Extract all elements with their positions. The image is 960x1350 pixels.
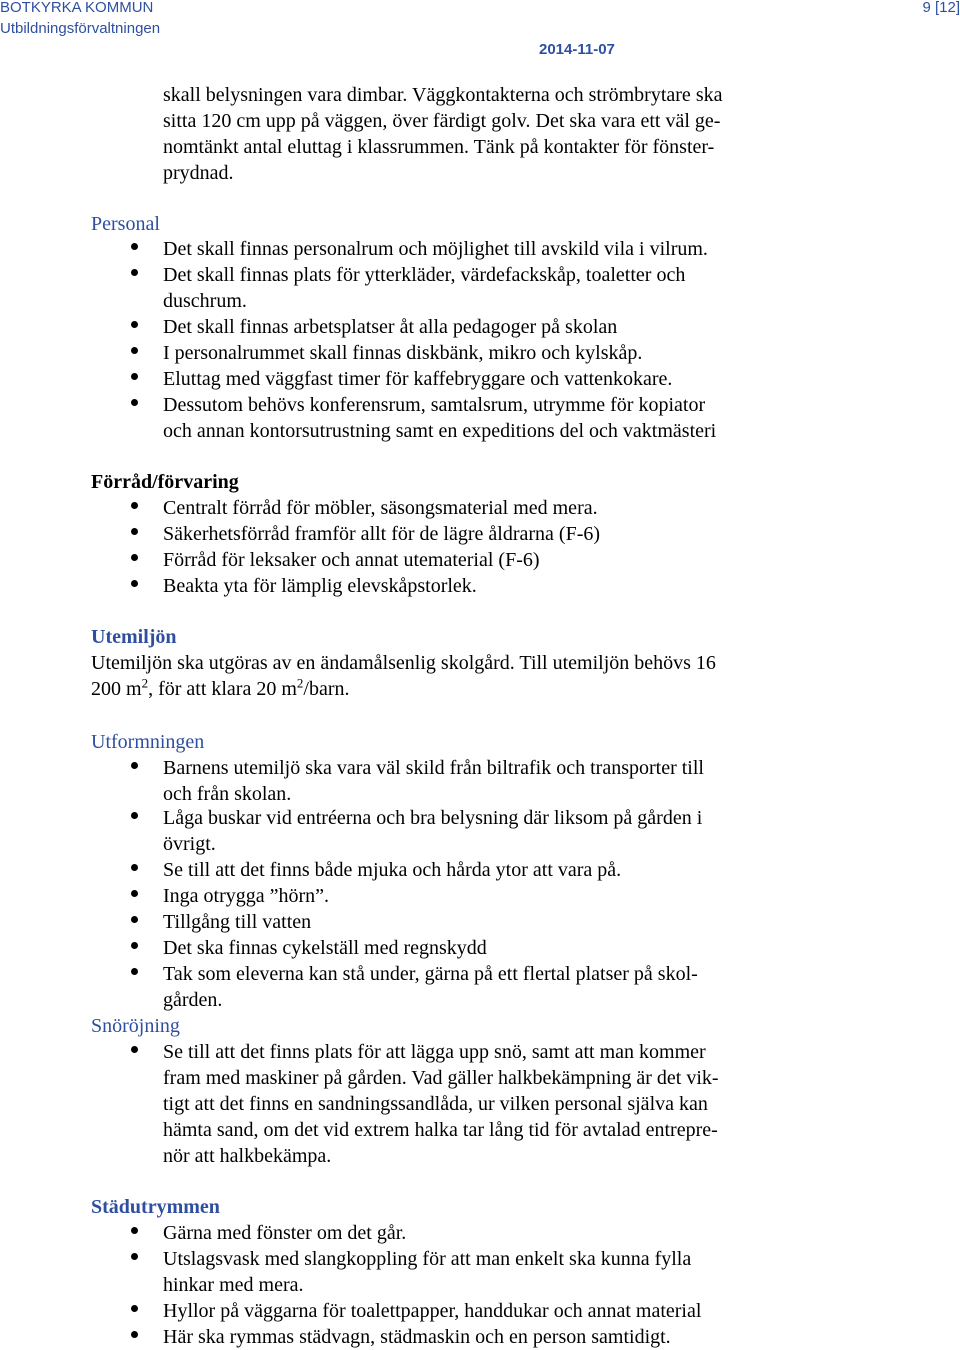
list-item: Låga buskar vid entréerna och bra belysning där liksom på gården i [163, 807, 703, 829]
list-item-continuation: hinkar med mera. [163, 1274, 304, 1296]
list-item: Tillgång till vatten [163, 911, 312, 933]
bullet-icon [131, 243, 138, 250]
list-item: Utslagsvask med slangkoppling för att man enkelt ska kunna fylla [163, 1248, 692, 1270]
list-item: Det skall finnas personalrum och möjlighet till avskild vila i vilrum. [163, 238, 708, 260]
list-item-continuation: hämta sand, om det vid extrem halka tar lång tid för avtalad entrepre- [163, 1119, 718, 1141]
list-item: Eluttag med väggfast timer för kaffebryggare och vattenkokare. [163, 368, 673, 390]
paragraph-line: prydnad. [163, 162, 234, 184]
list-item: Se till att det finns plats för att lägga upp snö, samt att man kommer [163, 1041, 706, 1063]
department-name: Utbildningsförvaltningen [0, 20, 161, 37]
list-item: Det skall finnas plats för ytterkläder, värdefackskåp, toaletter och [163, 264, 686, 286]
list-item-continuation: och annan kontorsutrustning samt en expeditions del och vaktmästeri [163, 420, 717, 442]
section-heading-forrad: Förråd/förvaring [91, 471, 239, 493]
list-item: Dessutom behövs konferensrum, samtalsrum, utrymme för kopiator [163, 394, 706, 416]
bullet-icon [131, 1253, 138, 1260]
bullet-icon [131, 528, 138, 535]
bullet-icon [131, 812, 138, 819]
bullet-icon [131, 916, 138, 923]
bullet-icon [131, 942, 138, 949]
paragraph-line: sitta 120 cm upp på väggen, över färdigt golv. Det ska vara ett väl ge- [163, 110, 721, 132]
page-number: 9 [12] [922, 0, 960, 16]
list-item-continuation: tigt att det finns en sandningssandlåda, ur vilken personal själva kan [163, 1093, 708, 1115]
bullet-icon [131, 762, 138, 769]
list-item-continuation: och från skolan. [163, 783, 292, 805]
list-item-continuation: duschrum. [163, 290, 247, 312]
section-heading-utformningen: Utformningen [91, 731, 205, 753]
document-date: 2014-11-07 [539, 41, 615, 58]
bullet-icon [131, 1227, 138, 1234]
bullet-icon [131, 502, 138, 509]
bullet-icon [131, 554, 138, 561]
list-item-continuation: nör att halkbekämpa. [163, 1145, 332, 1167]
list-item: Inga otrygga ”hörn”. [163, 885, 330, 907]
bullet-icon [131, 399, 138, 406]
section-heading-stadutrymmen: Städutrymmen [91, 1196, 220, 1218]
list-item-continuation: fram med maskiner på gården. Vad gäller halkbekämpning är det vik- [163, 1067, 719, 1089]
list-item: Barnens utemiljö ska vara väl skild från biltrafik och transporter till [163, 757, 704, 779]
bullet-icon [131, 269, 138, 276]
bullet-icon [131, 373, 138, 380]
section-heading-personal: Personal [91, 213, 160, 235]
list-item: Säkerhetsförråd framför allt för de lägre åldrarna (F-6) [163, 523, 601, 545]
bullet-icon [131, 580, 138, 587]
paragraph-line: skall belysningen vara dimbar. Väggkontakterna och strömbrytare ska [163, 84, 723, 106]
bullet-icon [131, 347, 138, 354]
list-item: Förråd för leksaker och annat utematerial (F-6) [163, 549, 540, 571]
bullet-icon [131, 321, 138, 328]
section-heading-utemiljon: Utemiljön [91, 626, 177, 648]
list-item: Hyllor på väggarna för toalettpapper, handdukar och annat material [163, 1300, 702, 1322]
list-item: Det ska finnas cykelställ med regnskydd [163, 937, 487, 959]
list-item: Tak som eleverna kan stå under, gärna på ett flertal platser på skol- [163, 963, 698, 985]
section-heading-snorojning: Snöröjning [91, 1015, 180, 1037]
list-item: Centralt förråd för möbler, säsongsmaterial med mera. [163, 497, 598, 519]
bullet-icon [131, 864, 138, 871]
list-item: Beakta yta för lämplig elevskåpstorlek. [163, 575, 477, 597]
paragraph-line: Utemiljön ska utgöras av en ändamålsenlig skolgård. Till utemiljön behövs 16 [91, 652, 716, 674]
bullet-icon [131, 968, 138, 975]
bullet-icon [131, 1046, 138, 1053]
list-item: Det skall finnas arbetsplatser åt alla pedagoger på skolan [163, 316, 618, 338]
org-name: BOTKYRKA KOMMUN [0, 0, 154, 16]
paragraph-line: 200 $m^2$, för att klara 20 $m^2$/barn. [91, 675, 350, 700]
bullet-icon [131, 890, 138, 897]
list-item-continuation: övrigt. [163, 833, 216, 855]
paragraph-line: nomtänkt antal eluttag i klassrummen. Tänk på kontakter för fönster- [163, 136, 715, 158]
list-item: Här ska rymmas städvagn, städmaskin och en person samtidigt. [163, 1326, 671, 1348]
list-item: I personalrummet skall finnas diskbänk, mikro och kylskåp. [163, 342, 643, 364]
bullet-icon [131, 1305, 138, 1312]
list-item: Se till att det finns både mjuka och hårda ytor att vara på. [163, 859, 622, 881]
list-item: Gärna med fönster om det går. [163, 1222, 407, 1244]
bullet-icon [131, 1331, 138, 1338]
list-item-continuation: gården. [163, 989, 223, 1011]
